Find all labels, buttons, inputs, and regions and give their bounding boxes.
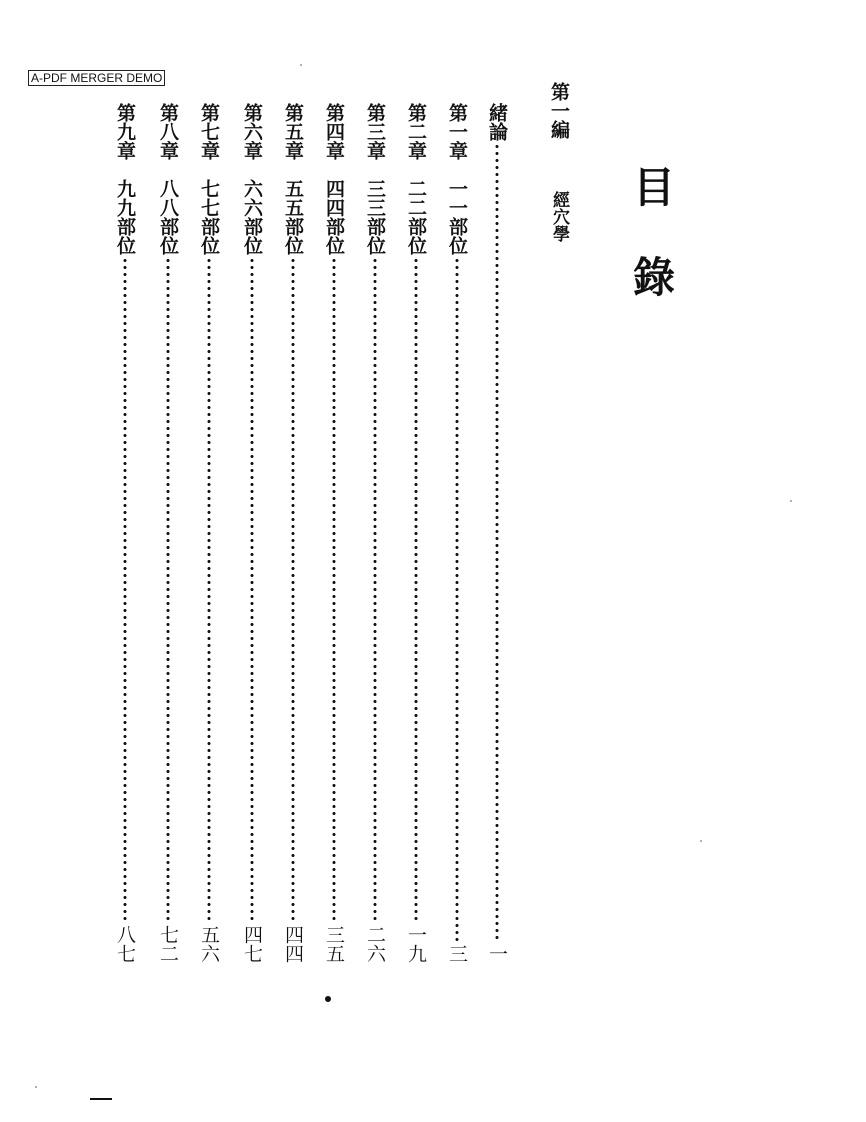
toc-entry[interactable] bbox=[364, 103, 386, 963]
page-title: 目錄 bbox=[627, 165, 676, 345]
toc-entry[interactable] bbox=[282, 103, 304, 963]
dot-leader bbox=[414, 257, 418, 923]
toc-entry-label: 第八章 八八部位 bbox=[157, 103, 179, 255]
dot-leader bbox=[207, 257, 211, 923]
dot-leader bbox=[250, 257, 254, 923]
part-name: 經穴學 bbox=[549, 191, 569, 242]
part-heading bbox=[548, 82, 570, 242]
scan-speck bbox=[35, 1086, 37, 1088]
dot-leader bbox=[495, 143, 499, 942]
toc-entry-label: 第七章 七七部位 bbox=[198, 103, 220, 255]
toc-entry[interactable] bbox=[241, 103, 263, 963]
scan-speck bbox=[300, 64, 302, 66]
toc-entry[interactable] bbox=[405, 103, 427, 963]
toc-entry[interactable] bbox=[323, 103, 345, 963]
scan-speck bbox=[700, 840, 702, 842]
toc-entry-page: 五六 bbox=[198, 925, 220, 963]
part-number: 第一編 bbox=[548, 82, 570, 139]
bottom-dash-mark bbox=[90, 1098, 112, 1100]
toc-entry-page: 一 bbox=[486, 944, 508, 963]
toc-entry-label: 第四章 四四部位 bbox=[323, 103, 345, 255]
dot-leader bbox=[291, 257, 295, 923]
toc-entry-label: 第二章 二二部位 bbox=[405, 103, 427, 255]
toc-entry-label: 第五章 五五部位 bbox=[282, 103, 304, 255]
toc-entry-label: 第九章 九九部位 bbox=[114, 103, 136, 255]
toc-entry[interactable] bbox=[157, 103, 179, 963]
toc-entry-page: 三 bbox=[446, 944, 468, 963]
toc-entry-page: 四七 bbox=[241, 925, 263, 963]
toc-entry[interactable] bbox=[114, 103, 136, 963]
dot-leader bbox=[123, 257, 127, 923]
scan-speck bbox=[790, 500, 792, 502]
dot-leader bbox=[373, 257, 377, 923]
toc-entry[interactable] bbox=[198, 103, 220, 963]
toc-entry-page: 一九 bbox=[405, 925, 427, 963]
toc-entry[interactable] bbox=[486, 103, 508, 963]
dot-leader bbox=[332, 257, 336, 923]
toc-entry-label: 第一章 一一部位 bbox=[446, 103, 468, 255]
toc-entry-label: 第三章 三三部位 bbox=[364, 103, 386, 255]
toc-entry-page: 二六 bbox=[364, 925, 386, 963]
toc-entry-page: 七二 bbox=[157, 925, 179, 963]
toc-entry-label: 緒論 bbox=[486, 103, 508, 141]
toc-entry-page: 四四 bbox=[282, 925, 304, 963]
toc-entry-page: 三五 bbox=[323, 925, 345, 963]
dot-leader bbox=[455, 257, 459, 942]
toc-entry-page: 八七 bbox=[114, 925, 136, 963]
pdf-watermark: A-PDF MERGER DEMO bbox=[28, 70, 165, 86]
stray-ink-dot bbox=[325, 996, 331, 1002]
dot-leader bbox=[166, 257, 170, 923]
toc-entry-label: 第六章 六六部位 bbox=[241, 103, 263, 255]
toc-entry[interactable] bbox=[446, 103, 468, 963]
